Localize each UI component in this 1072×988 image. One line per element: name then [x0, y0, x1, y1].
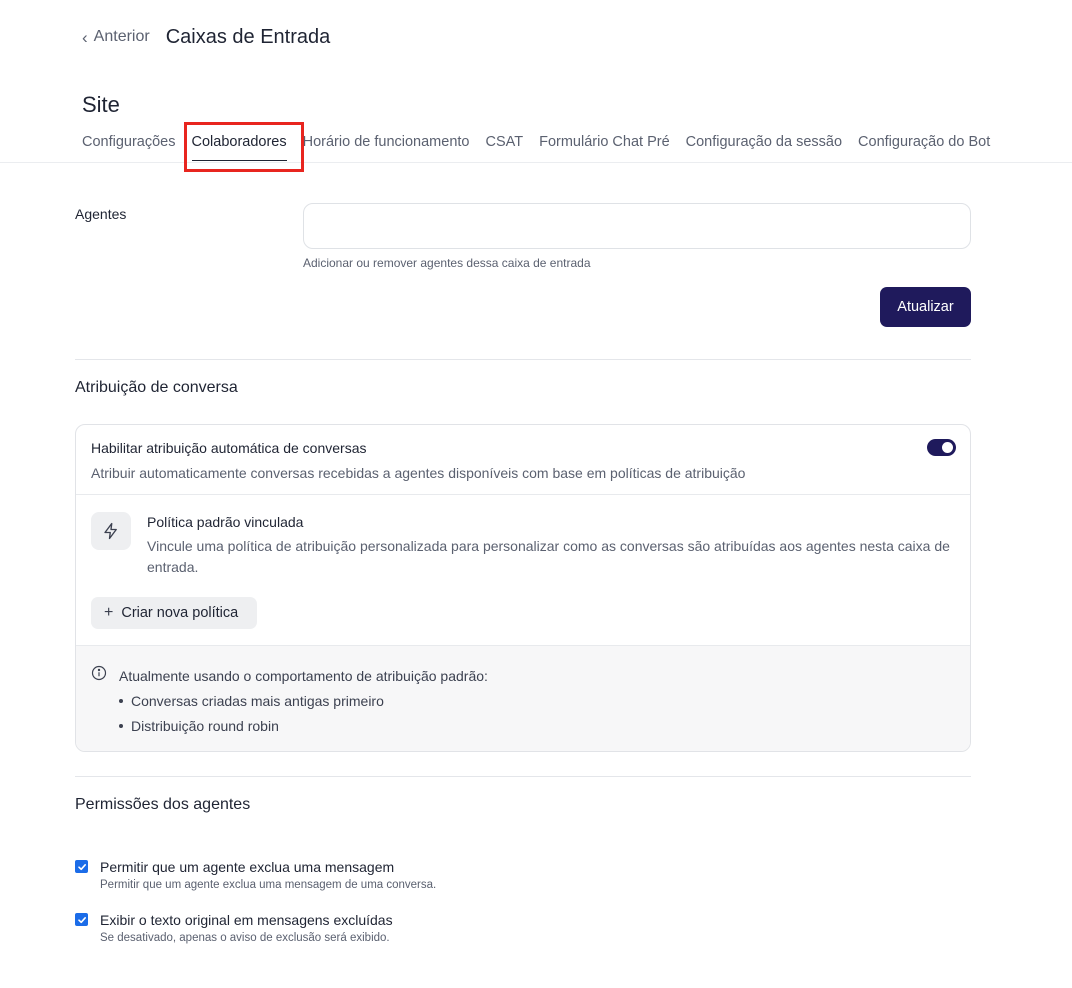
- create-policy-button[interactable]: [91, 597, 257, 629]
- policy-description: Vincule uma política de atribuição personalizada para personalizar como as conversas são atribuídas aos agentes nesta caixa de entrada.: [147, 538, 950, 575]
- permission-item-delete-message: [75, 859, 436, 891]
- permission-desc: Permitir que um agente exclua uma mensagem de uma conversa.: [100, 879, 437, 891]
- auto-assignment-toggle[interactable]: [927, 439, 956, 456]
- auto-assignment-row: [76, 425, 970, 495]
- create-policy-label: Criar nova política: [121, 605, 239, 621]
- update-button[interactable]: Atualizar: [880, 287, 971, 327]
- tabs-divider: [0, 162, 1072, 163]
- policy-title: Política padrão vinculada: [147, 514, 304, 530]
- section-divider: [75, 776, 971, 777]
- default-behavior-info: [76, 645, 970, 752]
- tab-colaboradores[interactable]: Colaboradores: [192, 134, 287, 158]
- lightning-icon: [91, 512, 131, 550]
- chevron-left-icon: ‹: [82, 27, 88, 47]
- tab-csat[interactable]: CSAT: [485, 134, 524, 150]
- check-icon: [77, 915, 87, 925]
- tab-horario[interactable]: Horário de funcionamento: [302, 134, 470, 150]
- permission-desc: Se desativado, apenas o aviso de exclusão será exibido.: [100, 932, 390, 944]
- highlight-box: [184, 122, 304, 172]
- tab-configuracao-bot[interactable]: Configuração do Bot: [858, 134, 991, 150]
- permission-label: Exibir o texto original em mensagens excluídas: [100, 912, 393, 928]
- assignment-section-title: Atribuição de conversa: [75, 379, 238, 396]
- tab-configuracoes[interactable]: Configurações: [82, 134, 176, 150]
- plus-icon: +: [104, 604, 114, 621]
- back-label: Anterior: [93, 28, 150, 45]
- agents-multiselect-input[interactable]: [303, 203, 971, 249]
- permission-item-show-original: [75, 912, 393, 944]
- info-text: Atualmente usando o comportamento de atribuição padrão:: [119, 667, 488, 684]
- agents-label: Agentes: [75, 206, 127, 222]
- auto-assignment-title: Habilitar atribuição automática de conversas: [91, 440, 367, 456]
- list-item: [119, 718, 279, 734]
- bullet-dot: [119, 699, 123, 703]
- toggle-knob: [942, 442, 953, 453]
- bullet-text: Conversas criadas mais antigas primeiro: [131, 693, 384, 709]
- tab-configuracao-sessao[interactable]: Configuração da sessão: [685, 134, 843, 150]
- page-title: Site: [82, 92, 120, 117]
- section-divider: [75, 359, 971, 360]
- bullet-dot: [119, 724, 123, 728]
- bullet-text: Distribuição round robin: [131, 718, 279, 734]
- permissions-section-title: Permissões dos agentes: [75, 796, 251, 813]
- header-title: Caixas de Entrada: [165, 25, 331, 48]
- show-original-checkbox[interactable]: [75, 913, 88, 926]
- tab-formulario-chat[interactable]: Formulário Chat Pré: [539, 134, 670, 150]
- delete-message-checkbox[interactable]: [75, 860, 88, 873]
- info-icon: [91, 665, 107, 686]
- list-item: [119, 693, 384, 709]
- page-header: [82, 24, 330, 50]
- agents-helper-text: Adicionar ou remover agentes dessa caixa de entrada: [303, 256, 591, 270]
- assignment-card: [75, 424, 971, 752]
- back-link[interactable]: [82, 28, 150, 46]
- check-icon: [77, 862, 87, 872]
- permission-label: Permitir que um agente exclua uma mensagem: [100, 859, 395, 875]
- auto-assignment-desc: Atribuir automaticamente conversas recebidas a agentes disponíveis com base em políticas de atribuição: [91, 465, 746, 481]
- info-row: [91, 665, 488, 686]
